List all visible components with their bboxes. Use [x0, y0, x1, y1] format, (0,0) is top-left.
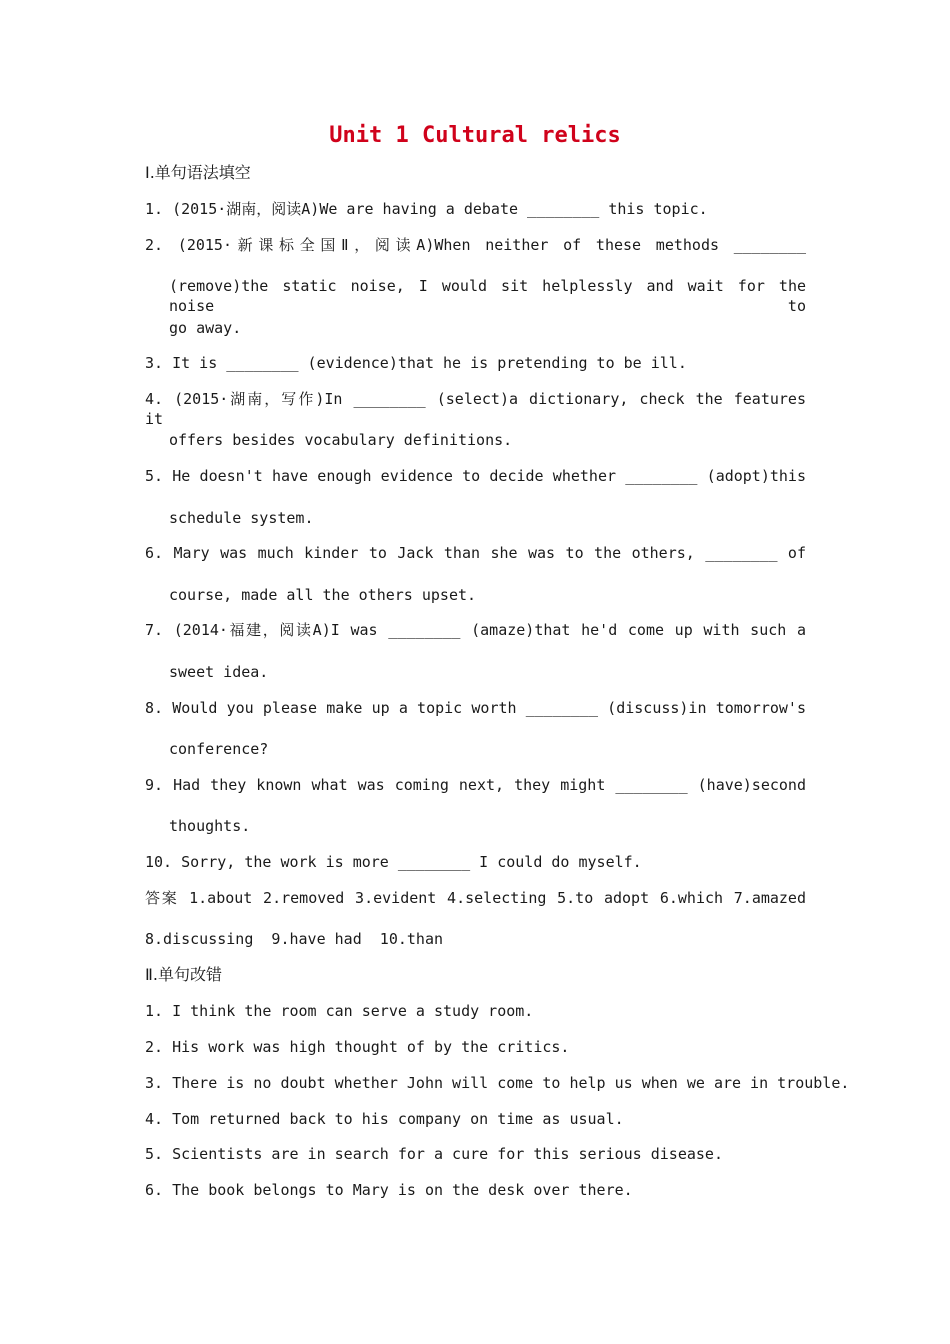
- answer-key-line-2: 8.discussing 9.have had 10.than: [145, 930, 444, 948]
- question-4-line-1: 4. (2015·湖南，写作)In ________ (select)a dictionary, check the features it: [145, 390, 806, 428]
- question-2-line-1: 2. (2015·新课标全国Ⅱ，阅读A)When neither of these methods ________: [145, 236, 806, 254]
- question-9-line-1: 9. Had they known what was coming next, they might ________ (have)second: [145, 776, 806, 794]
- question-10: 10. Sorry, the work is more ________ I could do myself.: [145, 853, 642, 871]
- section-2-heading: Ⅱ.单句改错: [145, 965, 222, 984]
- error-correction-2: 2. His work was high thought of by the critics.: [145, 1038, 570, 1056]
- question-4-line-2: offers besides vocabulary definitions.: [169, 431, 513, 449]
- error-correction-5: 5. Scientists are in search for a cure for this serious disease.: [145, 1145, 723, 1163]
- error-correction-4: 4. Tom returned back to his company on time as usual.: [145, 1110, 624, 1128]
- error-correction-6: 6. The book belongs to Mary is on the desk over there.: [145, 1181, 633, 1199]
- question-7-line-1: 7. (2014·福建，阅读A)I was ________ (amaze)that he'd come up with such a: [145, 621, 806, 639]
- question-6-line-2: course, made all the others upset.: [169, 586, 477, 604]
- answer-key-line-1: 答案 1.about 2.removed 3.evident 4.selecting 5.to adopt 6.which 7.amazed: [145, 889, 806, 907]
- question-3: 3. It is ________ (evidence)that he is pretending to be ill.: [145, 354, 687, 372]
- question-8-line-1: 8. Would you please make up a topic worth ________ (discuss)in tomorrow's: [145, 699, 806, 717]
- question-2-line-3: go away.: [169, 319, 242, 337]
- question-6-line-1: 6. Mary was much kinder to Jack than she was to the others, ________ of: [145, 544, 806, 562]
- question-8-line-2: conference?: [169, 740, 269, 758]
- question-9-line-2: thoughts.: [169, 817, 251, 835]
- error-correction-1: 1. I think the room can serve a study room.: [145, 1002, 534, 1020]
- error-correction-3: 3. There is no doubt whether John will come to help us when we are in trouble.: [145, 1074, 850, 1092]
- question-2-line-2: (remove)the static noise, I would sit helplessly and wait for the noise to: [169, 277, 806, 315]
- question-5-line-2: schedule system.: [169, 509, 314, 527]
- question-1: 1. (2015·湖南，阅读A)We are having a debate ________ this topic.: [145, 200, 708, 218]
- page-title: Unit 1 Cultural relics: [329, 123, 621, 148]
- question-7-line-2: sweet idea.: [169, 663, 269, 681]
- question-5-line-1: 5. He doesn't have enough evidence to decide whether ________ (adopt)this: [145, 467, 806, 485]
- section-1-heading: Ⅰ.单句语法填空: [145, 163, 251, 182]
